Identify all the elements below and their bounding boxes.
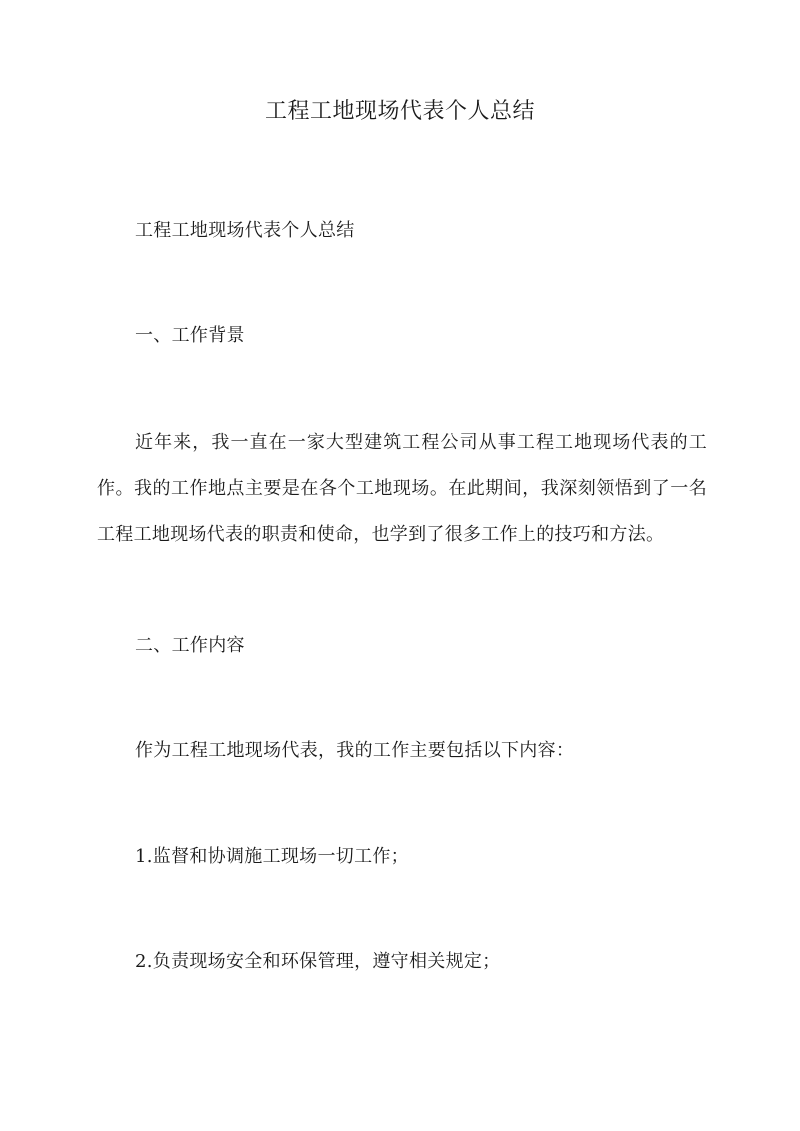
section-heading-background: 一、工作背景 [135,325,245,346]
list-item-2: 2.负责现场安全和环保管理，遵守相关规定； [135,951,501,972]
section-heading-content: 二、工作内容 [135,635,245,656]
paragraph-subtitle: 工程工地现场代表个人总结 [135,220,355,241]
paragraph-background: 近年来，我一直在一家大型建筑工程公司从事工程工地现场代表的工作。我的工作地点主要是在各个工地现场。在此期间，我深刻领悟到了一名工程工地现场代表的职责和使命，也学到了很多工作上的技巧和方法。 [97,432,707,545]
list-item-1: 1.监督和协调施工现场一切工作； [135,846,409,867]
document-title: 工程工地现场代表个人总结 [264,99,535,124]
paragraph-content-intro: 作为工程工地现场代表，我的工作主要包括以下内容： [135,740,575,761]
